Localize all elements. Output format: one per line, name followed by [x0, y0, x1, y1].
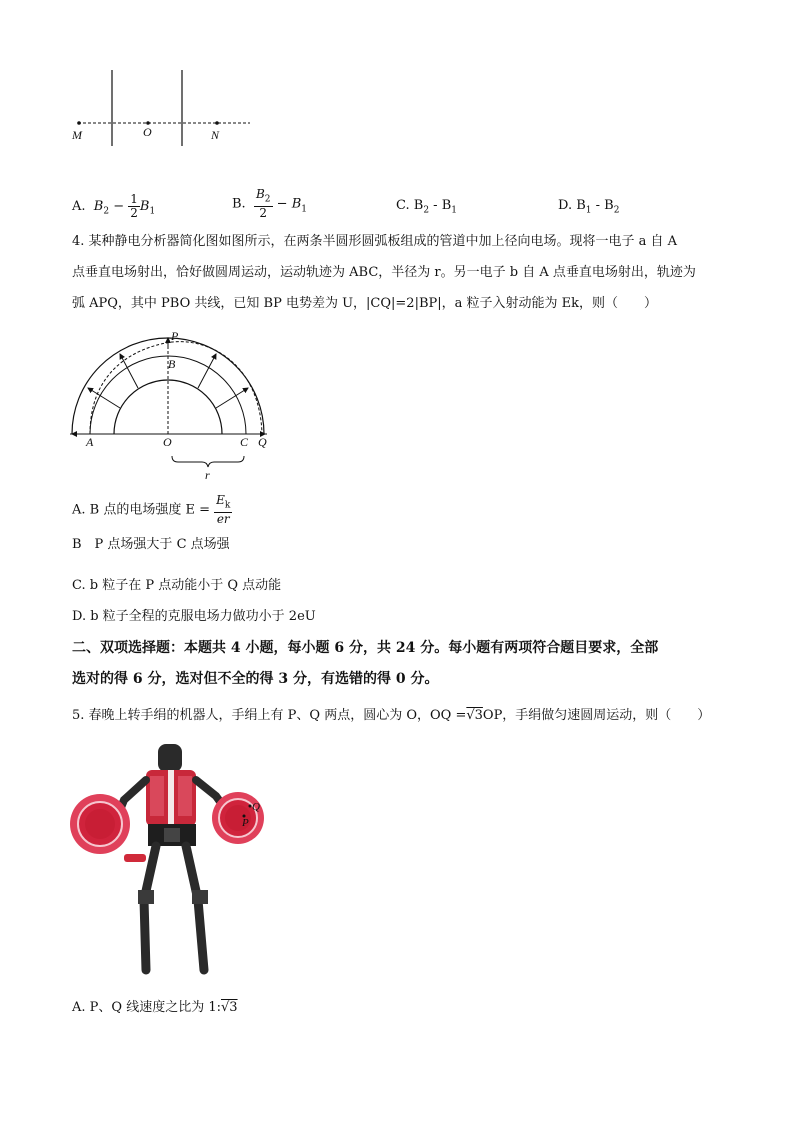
label-r: r — [205, 468, 210, 482]
vest-stripe — [168, 770, 174, 826]
q3-option-a[interactable] — [72, 193, 155, 225]
subscript: 1 — [301, 204, 307, 215]
subscript: 2 — [103, 206, 110, 217]
var-b: B — [139, 199, 150, 214]
stem-text: OP，手绢做匀速圆周运动，则（ ） — [482, 708, 711, 723]
q4-stem-line2: 点垂直电场射出，恰好做圆周运动，运动轨迹为 ABC，半径为 r。另一电子 b 自 A 点垂直电场射出，轨迹为 — [72, 265, 696, 280]
fraction — [128, 193, 140, 220]
radius-brace — [172, 456, 244, 467]
label-A: A — [86, 435, 94, 449]
denominator: 2 — [259, 206, 268, 221]
q4-option-a[interactable] — [72, 494, 232, 526]
subscript: 2 — [264, 194, 271, 205]
option-text: - B — [591, 198, 614, 213]
var-b: B — [291, 196, 302, 212]
label-O: O — [163, 435, 172, 449]
handkerchief-center — [85, 809, 115, 839]
var-b: B — [93, 199, 104, 214]
section2-header-line2: 选对的得 6 分，选对但不全的得 3 分，有选错的得 0 分。 — [72, 671, 439, 687]
q3-option-d[interactable] — [558, 196, 619, 221]
q4-option-c[interactable]: C. b 粒子在 P 点动能小于 Q 点动能 — [72, 578, 282, 593]
q4-stem-line3: 弧 APQ，其中 PBO 共线，已知 BP 电势差为 U，|CQ|=2|BP|，a 粒子入射动能为 Ek，则（ ） — [72, 296, 658, 311]
label-Q: Q — [258, 435, 267, 449]
subscript: k — [224, 500, 231, 511]
stem-text: 5. 春晚上转手绢的机器人，手绢上有 P、Q 两点，圆心为 O，OQ = — [72, 708, 467, 723]
option-text: A. P、Q 线速度之比为 1: — [72, 1000, 221, 1015]
q4-option-d[interactable]: D. b 粒子全程的克服电场力做功小于 2eU — [72, 609, 316, 624]
field-arrow — [216, 388, 248, 408]
robot-head — [158, 744, 182, 772]
plates-figure — [60, 66, 260, 156]
robot-left-leg — [144, 846, 156, 970]
subscript: 2 — [613, 205, 620, 216]
subscript: 2 — [423, 205, 430, 216]
label-O: O — [143, 125, 152, 139]
var-e: E — [216, 493, 225, 507]
knee-joint — [192, 890, 208, 904]
subscript: 1 — [451, 205, 457, 216]
label-N: N — [211, 128, 220, 142]
q4-option-b[interactable]: B P 点场强大于 C 点场强 — [72, 537, 230, 552]
numerator — [214, 494, 232, 513]
option-text: A. B 点的电场强度 E = — [72, 502, 210, 518]
label-Q: Q — [252, 801, 260, 813]
knee-joint — [138, 890, 154, 904]
label-C: C — [240, 435, 249, 449]
point-N-dot — [215, 121, 219, 125]
point-M-dot — [77, 121, 81, 125]
minus-sign: − — [272, 196, 292, 212]
robot-handkerchief-image — [66, 740, 276, 980]
waist-buckle — [164, 828, 180, 842]
q5-stem — [72, 706, 732, 726]
analyzer-figure — [62, 326, 282, 486]
denominator: er — [216, 512, 230, 527]
sqrt-three: √3 — [220, 1000, 238, 1015]
minus-sign: − — [109, 199, 129, 214]
q3-option-b[interactable] — [232, 188, 307, 224]
red-sash — [124, 854, 146, 862]
sqrt-three: √3 — [466, 708, 483, 723]
q5-option-a[interactable] — [72, 998, 732, 1018]
q4-stem-line1: 4. 某种静电分析器简化图如图所示，在两条半圆形圆弧板组成的管道中加上径向电场。现将一电子 a 自 A — [72, 234, 678, 249]
q3-option-c[interactable] — [396, 196, 457, 221]
vest-pattern — [150, 776, 164, 816]
label-M: M — [72, 128, 82, 142]
label-P: P — [242, 817, 249, 829]
denominator: 2 — [130, 206, 138, 220]
subscript: 1 — [149, 206, 156, 217]
option-text: C. B — [396, 198, 424, 213]
subscript: 1 — [585, 205, 592, 216]
option-letter: A. — [72, 199, 86, 214]
robot-right-leg — [186, 846, 204, 970]
var-b: B — [255, 187, 265, 201]
section2-header-line1: 二、双项选择题：本题共 4 小题，每小题 6 分，共 24 分。每小题有两项符合题目要求，全部 — [72, 640, 659, 656]
option-text: D. B — [558, 198, 586, 213]
fraction — [254, 188, 273, 220]
numerator — [254, 188, 273, 207]
option-letter: B. — [232, 196, 246, 212]
fraction — [214, 494, 232, 526]
field-arrow — [88, 388, 120, 408]
vest-pattern — [178, 776, 192, 816]
numerator: 1 — [130, 192, 138, 206]
option-text: - B — [429, 198, 452, 213]
label-P: P — [171, 329, 179, 343]
label-B: B — [168, 357, 176, 371]
